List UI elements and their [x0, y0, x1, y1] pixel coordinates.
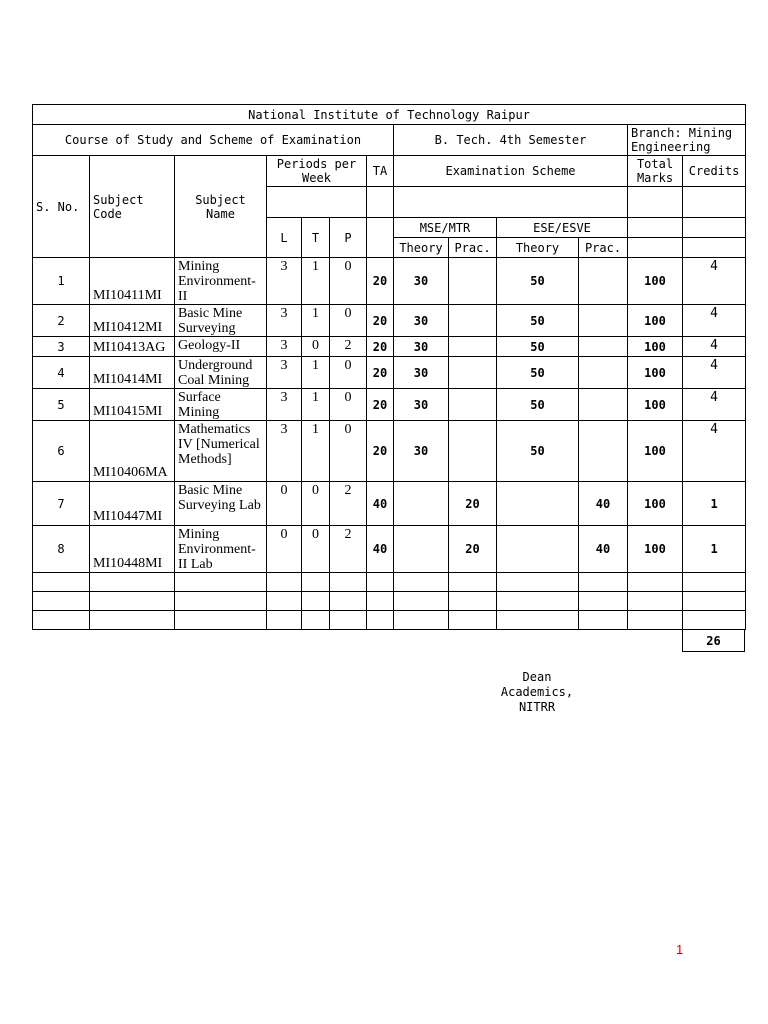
- mse-theory-cell: 30: [394, 357, 449, 389]
- ese-prac-cell: 40: [579, 482, 628, 526]
- p-cell: 0: [330, 258, 367, 305]
- empty-row: [33, 573, 746, 592]
- signature-line: Dean: [522, 670, 552, 684]
- ese-theory-cell: 50: [497, 421, 579, 482]
- ta-cell: 20: [367, 305, 394, 337]
- ese-prac-cell: [579, 305, 628, 337]
- total-marks-cell: 100: [628, 337, 683, 357]
- blank-cell: [367, 573, 394, 592]
- subject-code-header: Subject Code: [90, 156, 175, 258]
- periods-header: Periods per Week: [267, 156, 367, 187]
- credits-cell: 4: [683, 305, 746, 337]
- subject-name-cell: Underground Coal Mining: [175, 357, 267, 389]
- blank-cell: [367, 592, 394, 611]
- blank-cell: [449, 573, 497, 592]
- signature-block: [470, 670, 604, 715]
- subject-code-cell: MI10414MI: [90, 357, 175, 389]
- p-header: P: [330, 218, 367, 258]
- blank-cell: [497, 592, 579, 611]
- table-row: [33, 526, 746, 573]
- blank-cell: [302, 573, 330, 592]
- mse-theory-cell: 30: [394, 305, 449, 337]
- p-cell: 2: [330, 482, 367, 526]
- total-marks-cell: 100: [628, 389, 683, 421]
- total-marks-header: Total Marks: [628, 156, 683, 187]
- blank-cell: [628, 218, 683, 238]
- course-title: Course of Study and Scheme of Examination: [33, 125, 394, 156]
- blank-cell: [497, 573, 579, 592]
- ta-cell: 40: [367, 526, 394, 573]
- blank-cell: [267, 592, 302, 611]
- subject-code-cell: MI10413AG: [90, 337, 175, 357]
- ta-cell: 20: [367, 337, 394, 357]
- total-credits: 26: [683, 630, 745, 652]
- l-cell: 3: [267, 337, 302, 357]
- blank-cell: [628, 592, 683, 611]
- blank-cell: [33, 592, 90, 611]
- ta-cell: 20: [367, 258, 394, 305]
- blank-cell: [175, 573, 267, 592]
- sno-cell: 6: [33, 421, 90, 482]
- blank-cell: [628, 611, 683, 630]
- mse-prac-cell: [449, 258, 497, 305]
- mse-prac-header: Prac.: [449, 238, 497, 258]
- table-row: [33, 389, 746, 421]
- blank-cell: [628, 187, 683, 218]
- blank-cell: [367, 218, 394, 258]
- blank-cell: [683, 187, 746, 218]
- ese-theory-cell: [497, 526, 579, 573]
- ese-prac-cell: 40: [579, 526, 628, 573]
- total-marks-cell: 100: [628, 526, 683, 573]
- exam-scheme-header: Examination Scheme: [394, 156, 628, 187]
- p-cell: 0: [330, 305, 367, 337]
- blank-cell: [683, 611, 746, 630]
- table-row: [33, 357, 746, 389]
- subject-code-cell: MI10447MI: [90, 482, 175, 526]
- mse-theory-cell: 30: [394, 258, 449, 305]
- credits-cell: 4: [683, 421, 746, 482]
- t-cell: 1: [302, 305, 330, 337]
- table-row: [33, 421, 746, 482]
- blank-cell: [579, 573, 628, 592]
- table-row: [33, 482, 746, 526]
- mse-prac-cell: [449, 305, 497, 337]
- credits-cell: 1: [683, 482, 746, 526]
- credits-cell: 4: [683, 357, 746, 389]
- blank-cell: [449, 611, 497, 630]
- blank-cell: [90, 592, 175, 611]
- blank-cell: [683, 238, 746, 258]
- mse-header: MSE/MTR: [394, 218, 497, 238]
- table-row: [33, 337, 746, 357]
- blank-cell: [449, 592, 497, 611]
- subject-name-cell: Mathematics IV [Numerical Methods]: [175, 421, 267, 482]
- ese-prac-cell: [579, 389, 628, 421]
- t-cell: 1: [302, 258, 330, 305]
- blank-cell: [33, 573, 90, 592]
- blank-cell: [175, 592, 267, 611]
- sno-cell: 3: [33, 337, 90, 357]
- subject-name-cell: Geology-II: [175, 337, 267, 357]
- mse-prac-cell: [449, 337, 497, 357]
- ese-theory-header: Theory: [497, 238, 579, 258]
- ese-prac-cell: [579, 421, 628, 482]
- ese-prac-header: Prac.: [579, 238, 628, 258]
- subject-code-cell: MI10406MA: [90, 421, 175, 482]
- ese-theory-cell: [497, 482, 579, 526]
- ese-theory-cell: 50: [497, 258, 579, 305]
- sno-cell: 2: [33, 305, 90, 337]
- credits-cell: 4: [683, 389, 746, 421]
- ta-cell: 40: [367, 482, 394, 526]
- blank-cell: [367, 187, 394, 218]
- l-cell: 3: [267, 389, 302, 421]
- blank-cell: [628, 573, 683, 592]
- l-cell: 0: [267, 526, 302, 573]
- mse-theory-header: Theory: [394, 238, 449, 258]
- l-cell: 0: [267, 482, 302, 526]
- subject-code-cell: MI10448MI: [90, 526, 175, 573]
- empty-row: [33, 611, 746, 630]
- mse-prac-cell: [449, 357, 497, 389]
- p-cell: 0: [330, 357, 367, 389]
- blank-cell: [683, 218, 746, 238]
- blank-cell: [579, 592, 628, 611]
- blank-cell: [330, 573, 367, 592]
- blank-cell: [683, 592, 746, 611]
- blank-cell: [497, 611, 579, 630]
- institute-title: National Institute of Technology Raipur: [33, 105, 746, 125]
- sno-cell: 5: [33, 389, 90, 421]
- sno-cell: 8: [33, 526, 90, 573]
- l-header: L: [267, 218, 302, 258]
- credits-cell: 4: [683, 337, 746, 357]
- subject-code-cell: MI10415MI: [90, 389, 175, 421]
- mse-prac-cell: 20: [449, 482, 497, 526]
- l-cell: 3: [267, 258, 302, 305]
- l-cell: 3: [267, 305, 302, 337]
- p-cell: 2: [330, 526, 367, 573]
- sno-cell: 4: [33, 357, 90, 389]
- p-cell: 0: [330, 389, 367, 421]
- subject-name-cell: Basic Mine Surveying Lab: [175, 482, 267, 526]
- blank-cell: [683, 573, 746, 592]
- t-cell: 1: [302, 357, 330, 389]
- signature-line: Academics,: [500, 685, 574, 699]
- blank-cell: [267, 187, 367, 218]
- t-cell: 1: [302, 421, 330, 482]
- mse-theory-cell: [394, 526, 449, 573]
- t-cell: 0: [302, 482, 330, 526]
- credits-cell: 1: [683, 526, 746, 573]
- ese-theory-cell: 50: [497, 389, 579, 421]
- blank-cell: [367, 611, 394, 630]
- blank-cell: [90, 573, 175, 592]
- l-cell: 3: [267, 357, 302, 389]
- sno-cell: 7: [33, 482, 90, 526]
- blank-cell: [90, 611, 175, 630]
- ta-cell: 20: [367, 389, 394, 421]
- mse-theory-cell: 30: [394, 389, 449, 421]
- subject-name-header: Subject Name: [175, 156, 267, 258]
- page-number: 1: [676, 942, 684, 957]
- blank-cell: [394, 187, 628, 218]
- ese-prac-cell: [579, 337, 628, 357]
- credits-header: Credits: [683, 156, 746, 187]
- blank-cell: [267, 611, 302, 630]
- blank-cell: [394, 592, 449, 611]
- total-marks-cell: 100: [628, 258, 683, 305]
- signature-line: NITRR: [518, 700, 556, 714]
- ta-cell: 20: [367, 421, 394, 482]
- blank-cell: [302, 592, 330, 611]
- total-marks-cell: 100: [628, 421, 683, 482]
- sno-cell: 1: [33, 258, 90, 305]
- subject-name-cell: Surface Mining: [175, 389, 267, 421]
- ese-theory-cell: 50: [497, 337, 579, 357]
- blank-cell: [628, 238, 683, 258]
- ese-theory-cell: 50: [497, 305, 579, 337]
- sno-header: S. No.: [33, 156, 90, 258]
- t-cell: 1: [302, 389, 330, 421]
- blank-cell: [267, 573, 302, 592]
- p-cell: 2: [330, 337, 367, 357]
- ese-theory-cell: 50: [497, 357, 579, 389]
- table-row: [33, 305, 746, 337]
- ta-cell: 20: [367, 357, 394, 389]
- mse-prac-cell: [449, 389, 497, 421]
- blank-cell: [394, 611, 449, 630]
- subject-code-cell: MI10411MI: [90, 258, 175, 305]
- table-row: [33, 258, 746, 305]
- total-credits-box: [682, 629, 745, 652]
- blank-cell: [302, 611, 330, 630]
- blank-cell: [330, 592, 367, 611]
- blank-cell: [175, 611, 267, 630]
- ese-header: ESE/ESVE: [497, 218, 628, 238]
- subject-name-cell: Mining Environment-II Lab: [175, 526, 267, 573]
- mse-theory-cell: 30: [394, 337, 449, 357]
- blank-cell: [330, 611, 367, 630]
- mse-prac-cell: [449, 421, 497, 482]
- mse-theory-cell: 30: [394, 421, 449, 482]
- mse-theory-cell: [394, 482, 449, 526]
- scheme-table: [32, 104, 746, 630]
- blank-cell: [33, 611, 90, 630]
- total-marks-cell: 100: [628, 305, 683, 337]
- blank-cell: [579, 611, 628, 630]
- empty-row: [33, 592, 746, 611]
- mse-prac-cell: 20: [449, 526, 497, 573]
- subject-name-cell: Mining Environment-II: [175, 258, 267, 305]
- ese-prac-cell: [579, 357, 628, 389]
- ese-prac-cell: [579, 258, 628, 305]
- total-marks-cell: 100: [628, 482, 683, 526]
- t-cell: 0: [302, 526, 330, 573]
- t-header: T: [302, 218, 330, 258]
- total-marks-cell: 100: [628, 357, 683, 389]
- t-cell: 0: [302, 337, 330, 357]
- blank-cell: [394, 573, 449, 592]
- ta-header: TA: [367, 156, 394, 187]
- p-cell: 0: [330, 421, 367, 482]
- program-title: B. Tech. 4th Semester: [394, 125, 628, 156]
- l-cell: 3: [267, 421, 302, 482]
- subject-code-cell: MI10412MI: [90, 305, 175, 337]
- credits-cell: 4: [683, 258, 746, 305]
- subject-name-cell: Basic Mine Surveying: [175, 305, 267, 337]
- branch-title: Branch: Mining Engineering: [628, 125, 746, 156]
